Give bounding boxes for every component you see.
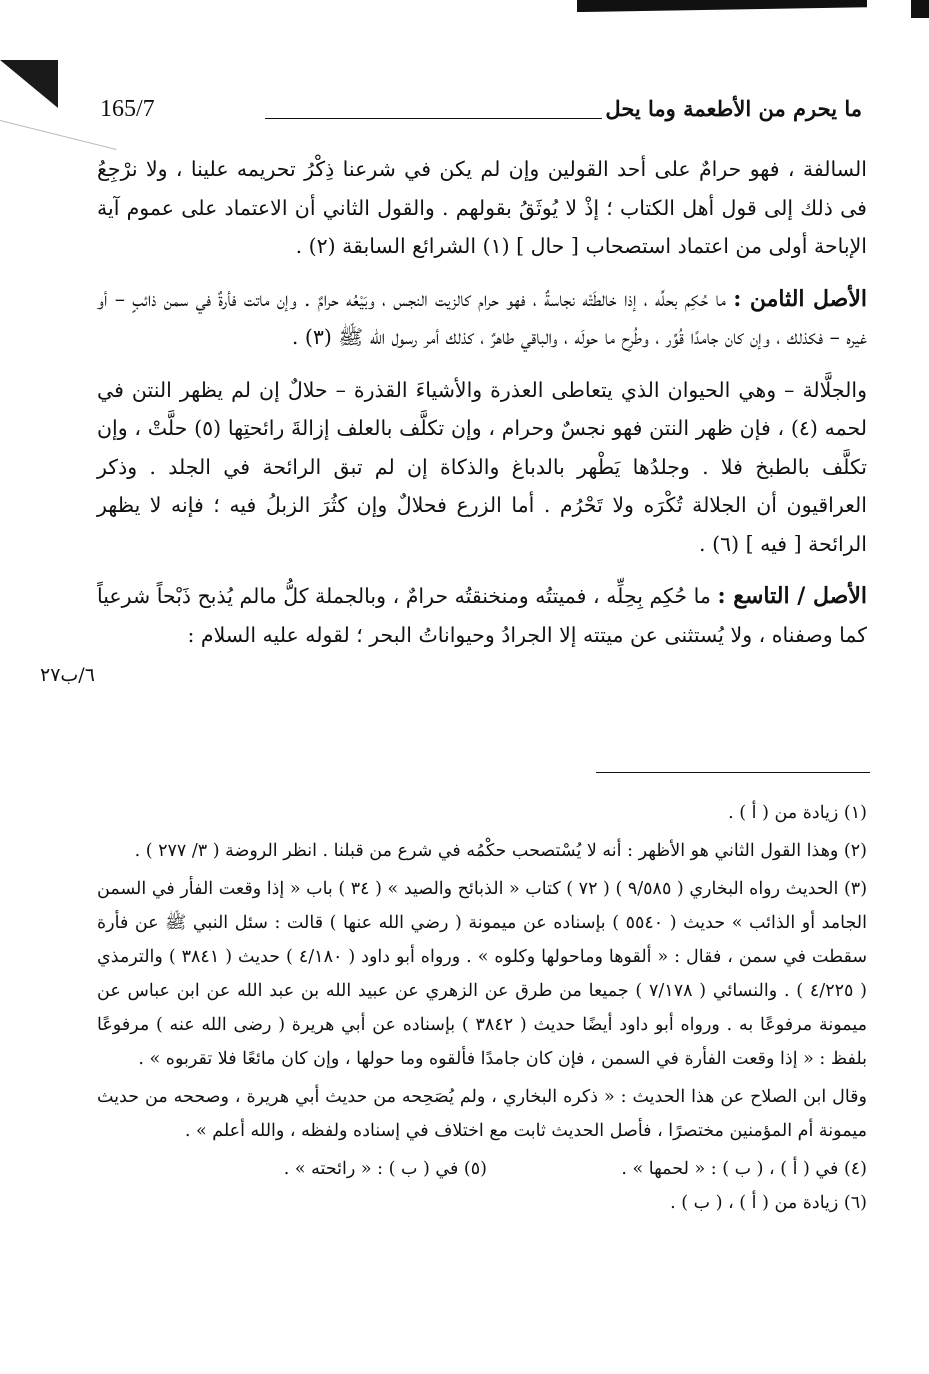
running-title: ما يحرم من الأطعمة وما يحل: [605, 96, 862, 121]
footnote-row-4-5: [97, 1152, 867, 1186]
page-number: 165/7: [100, 96, 155, 122]
header-rule: [265, 118, 602, 119]
footnote-5: (٥) في ( ب ) : « رائحته » .: [283, 1159, 487, 1179]
footnote-6: (٦) زيادة من ( أ ) ، ( ب ) .: [670, 1193, 867, 1213]
footnote-2: (٢) وهذا القول الثاني هو الأظهر : أنه لا يُسْتصحب حكْمُه في شرع من قبلنا . انظر الروضة ( ٣/ ٢٧٧ ) .: [134, 841, 867, 861]
page-header: [100, 96, 862, 130]
footnote-3-continued: وقال ابن الصلاح عن هذا الحديث : « ذكره البخاري ، ولم يُصَحِحه من حديث أبي هريرة ، وصححه من حديث ميمونة أم المؤمنين مختصرًا ، فأصل الحديث ثابت مع اختلاف في إسناده ولفظه ، والله أعلم » .: [97, 1087, 867, 1141]
section-heading-ninth: الأصل / التاسع :: [717, 583, 868, 609]
paragraph-1: السالفة ، فهو حرامٌ على أحد القولين وإن لم يكن في شرعنا ذِكْرُ تحريمه علينا ، ولا نرْجِعُ فى ذلك إلى قول أهل الكتاب ؛ إذْ لا يُوثَقُ بقولهم . والقول الثاني أن الاعتماد على عموم آية الإباحة أولى من اعتماد استصحاب [ حال ] (١) الشرائع السابقة (٢) .: [97, 157, 867, 258]
scan-edge-bar: [577, 0, 867, 12]
section-heading-eighth: الأصل الثامن :: [733, 285, 867, 312]
paragraph-2-text: ما حُكِم بحلِّه ، إذا خالطَتْه نجاسةٌ ، فهو حرام كالزيت النجس ، وبَيْعُه حرامٌ . وإن ماتت فأرةٌ في سمن ذائبٍ – أو غيره – فكذلك ، وإن كان جامدًا قُوِّر ، وطُرِح ما حولَه ، والباقي طاهرٌ ، كذلك أمر رسول الله ﷺ (٣) .: [97, 286, 867, 349]
footnote-1: (١) زيادة من ( أ ) .: [728, 803, 867, 823]
paragraph-4: [97, 577, 867, 654]
footnote-3: (٣) الحديث رواه البخاري ( ٩/٥٨٥ ) ( ٧٢ ) كتاب « الذبائح والصيد » ( ٣٤ ) باب « إذا وقعت الفأر في السمن الجامد أو الذائب » حديث ( ٥٥٤٠ ) بإسناده عن ميمونة ( رضي الله عنها ) قالت : سئل النبي ﷺ عن فأرة سقطت في سمن ، فقال : « ألقوها وماحولها وكلوه » . ورواه أبو داود ( ٤/١٨٠ ) حديث ( ٣٨٤١ ) والترمذي ( ٤/٢٢٥ ) . والنسائي ( ٧/١٧٨ ) جميعا من طرق عن الزهري عن عبيد الله بن عبد الله عن ابن عباس عن ميمونة مرفوعًا به . ورواه أبو داود أيضًا حديث ( ٣٨٤٢ ) بإسناده عن أبي هريرة ( رضى الله عنه ) مرفوعًا بلفظ : « إذا وقعت الفأرة في السمن ، فإن كان جامدًا فألقوه وما حولها ، وإن كان مائعًا فلا تقربوه » .: [97, 879, 868, 1069]
footnote-separator: [596, 772, 870, 773]
paragraph-3: والجلَّالة – وهي الحيوان الذي يتعاطى العذرة والأشياءَ القذرة – حلالٌ إن لم يظهر النتن في لحمه (٤) ، فإن ظهر النتن فهو نجسٌ وحرام ، وإن تكلَّف بالعلف إزالةَ رائحتِها (٥) حلَّتْ ، وإن تكلَّف بالطبخ فلا . وجلدُها يَطْهر بالدباغ والذكاة إن لم تبق الرائحة في الجلد . وذكر العراقيون أن الجلالة تُكْرَه ولا تَحْرُم . أما الزرع فحلالٌ وإن كثُرَ الزبلُ فيه ؛ فإنه لا يظهر الرائحة [ فيه ] (٦) .: [97, 377, 867, 556]
scan-shadow-wedge: [0, 60, 58, 108]
margin-folio-note: ۲۷٦/ب: [40, 664, 95, 686]
paragraph-2: [97, 280, 867, 357]
main-text: [97, 150, 867, 668]
paragraph-4-text: ما حُكِم بِحِلِّه ، فميتتُه ومنخنقتُه حرامٌ ، وبالجملة كلُّ مالم يُذبح ذَبْحاً شرعياً كما وصفناه ، ولا يُستثنى عن ميتته إلا الجرادُ وحيواناتُ البحر ؛ لقوله عليه السلام :: [97, 584, 867, 647]
footnotes: [97, 796, 867, 1224]
scan-corner-mark: [911, 0, 929, 18]
footnote-4: (٤) في ( أ ) ، ( ب ) : « لحمها » .: [621, 1159, 867, 1179]
